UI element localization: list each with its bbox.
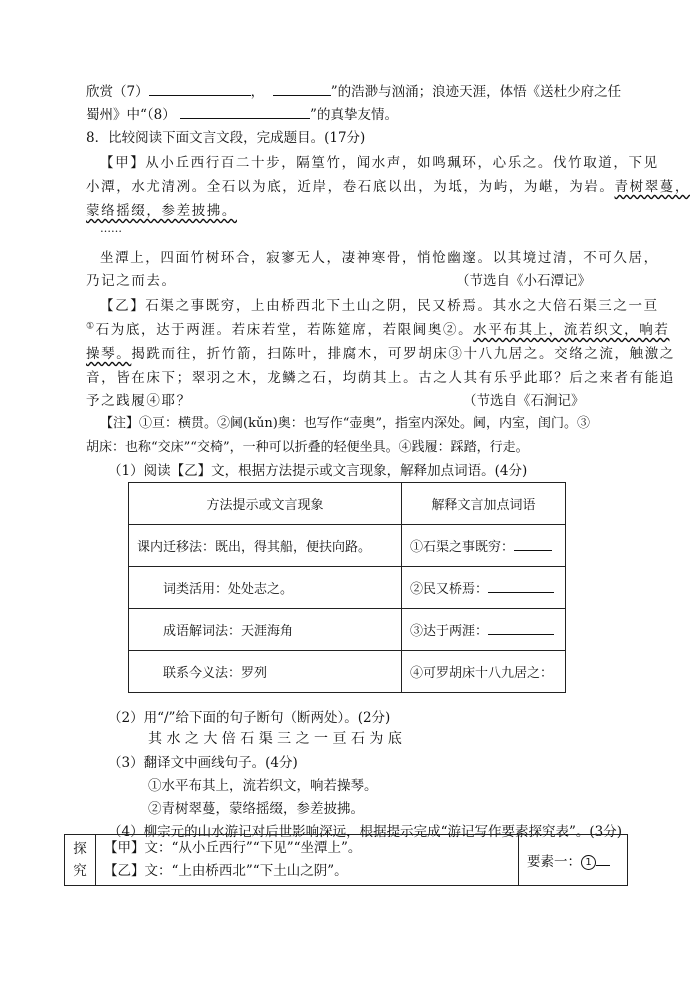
answer-blank-3[interactable]	[488, 620, 554, 635]
notes-line-1: 【注】①亘：横贯。②阃(kǔn)奥：也写作“壶奥”，指室内深处。阃，内室，闺门。③	[100, 416, 591, 431]
table-row: 成语解词法：天涯海角 ③达于两涯：	[129, 609, 566, 651]
question-2: （2）用“/”给下面的句子断句（断两处）。(2分)	[108, 710, 391, 726]
blank-8[interactable]	[180, 104, 310, 119]
table-row: 词类活用：处处志之。 ②民又桥焉：	[129, 567, 566, 609]
explore-element[interactable]: 要素一： 1	[519, 835, 628, 886]
q2-sentence[interactable]: 其 水 之 大 倍 石 渠 三 之 一 亘 石 为 底	[148, 731, 402, 747]
yi-line-3: 操琴。揭跣而往，折竹箭，扫陈叶，排腐木，可罗胡床③十八九居之。交络之流，触激之	[86, 346, 675, 362]
header-explain: 解释文言加点词语	[401, 483, 565, 525]
jia-line-2: 小潭，水尤清冽。全石以为底，近岸，卷石底以出，为坻，为屿，为嵁，为岩。青树翠蔓，	[86, 179, 690, 195]
jia-underlined-sentence-a: 青树翠蔓，	[614, 179, 690, 195]
question-8-title: 8．比较阅读下面文言文段，完成题目。(17分)	[86, 130, 366, 146]
blank-7b[interactable]	[273, 81, 331, 96]
yi-line-2: ①石为底，达于两涯。若床若堂，若陈筵席，若限阃奥②。水平布其上，流若织文，响若	[86, 321, 670, 338]
answer-blank-1[interactable]	[514, 536, 552, 551]
answer-blank-2[interactable]	[488, 578, 554, 593]
explore-label: 探 究	[65, 835, 96, 886]
yi-underlined-sentence-b: 操琴。	[86, 346, 132, 362]
circled-number: 1	[581, 855, 596, 870]
question-1: （1）阅读【乙】文，根据方法提示或文言现象，解释加点词语。(4分)	[108, 463, 528, 479]
table-row: 联系今义法：罗列 ④可罗胡床十八九居之：	[129, 651, 566, 693]
jia-line-1: 【甲】从小丘西行百二十步，隔篁竹，闻水声，如鸣珮环，心乐之。伐竹取道，下见	[100, 155, 659, 171]
jia-source: （节选自《小石潭记》	[456, 273, 591, 289]
notes-line-2: 胡床：也称“交床”“交椅”，一种可以折叠的轻便坐具。④践履：踩踏，行走。	[86, 440, 529, 455]
question-3: （3）翻译文中画线句子。(4分)	[108, 755, 298, 771]
jia-ellipsis: ……	[100, 222, 122, 235]
header-method: 方法提示或文言现象	[129, 483, 402, 525]
blank-7[interactable]	[149, 81, 251, 96]
explore-content: 【甲】文：“从小丘西行”“下见”“坐潭上”。 【乙】文：“上由桥西北”“下土山之阴”。	[96, 835, 519, 886]
yi-underlined-sentence-a: 水平布其上，流若织文，响若	[473, 322, 670, 338]
yi-line-4: 音，皆在床下；翠羽之木，龙鳞之石，均荫其上。古之人其有乐乎此耶？后之来者有能追	[86, 370, 675, 386]
table-header-row	[129, 483, 566, 525]
q3-sentence-b: ②青树翠蔓，蒙络摇缀，参差披拂。	[148, 801, 364, 817]
explore-table	[64, 834, 628, 886]
yi-line-5: 予之践履④耶？	[86, 393, 192, 409]
table-row: 课内迁移法：既出，得其船，便扶向路。 ①石渠之事既穷：	[129, 525, 566, 567]
yi-line-1: 【乙】石渠之事既穷，上由桥西北下土山之阴，民又桥焉。其水之大倍石渠三之一亘	[100, 298, 659, 314]
line-2: 蜀州》中“（8） ”的真挚友情。	[86, 103, 398, 123]
yi-source: （节选自《石涧记》	[463, 393, 585, 409]
question-4: （4）柳宗元的山水游记对后世影响深远，根据提示完成“游记写作要素探究表”。(3分)	[108, 824, 623, 840]
jia-line-4: 坐潭上，四面竹树环合，寂寥无人，凄神寒骨，悄怆幽邃。以其境过清，不可久居，	[100, 250, 659, 266]
jia-line-5: 乃记之而去。	[86, 273, 177, 289]
method-table	[128, 482, 566, 693]
line-1: 欣赏（7） ， ”的浩渺与汹涌；浪迹天涯，体悟《送杜少府之任	[86, 80, 621, 100]
jia-line-3	[86, 199, 237, 219]
element-blank[interactable]	[596, 851, 610, 866]
q3-sentence-a: ①水平布其上，流若织文，响若操琴。	[148, 778, 378, 794]
jia-underlined-sentence-b: 蒙络摇缀，参差披拂。	[86, 203, 237, 219]
